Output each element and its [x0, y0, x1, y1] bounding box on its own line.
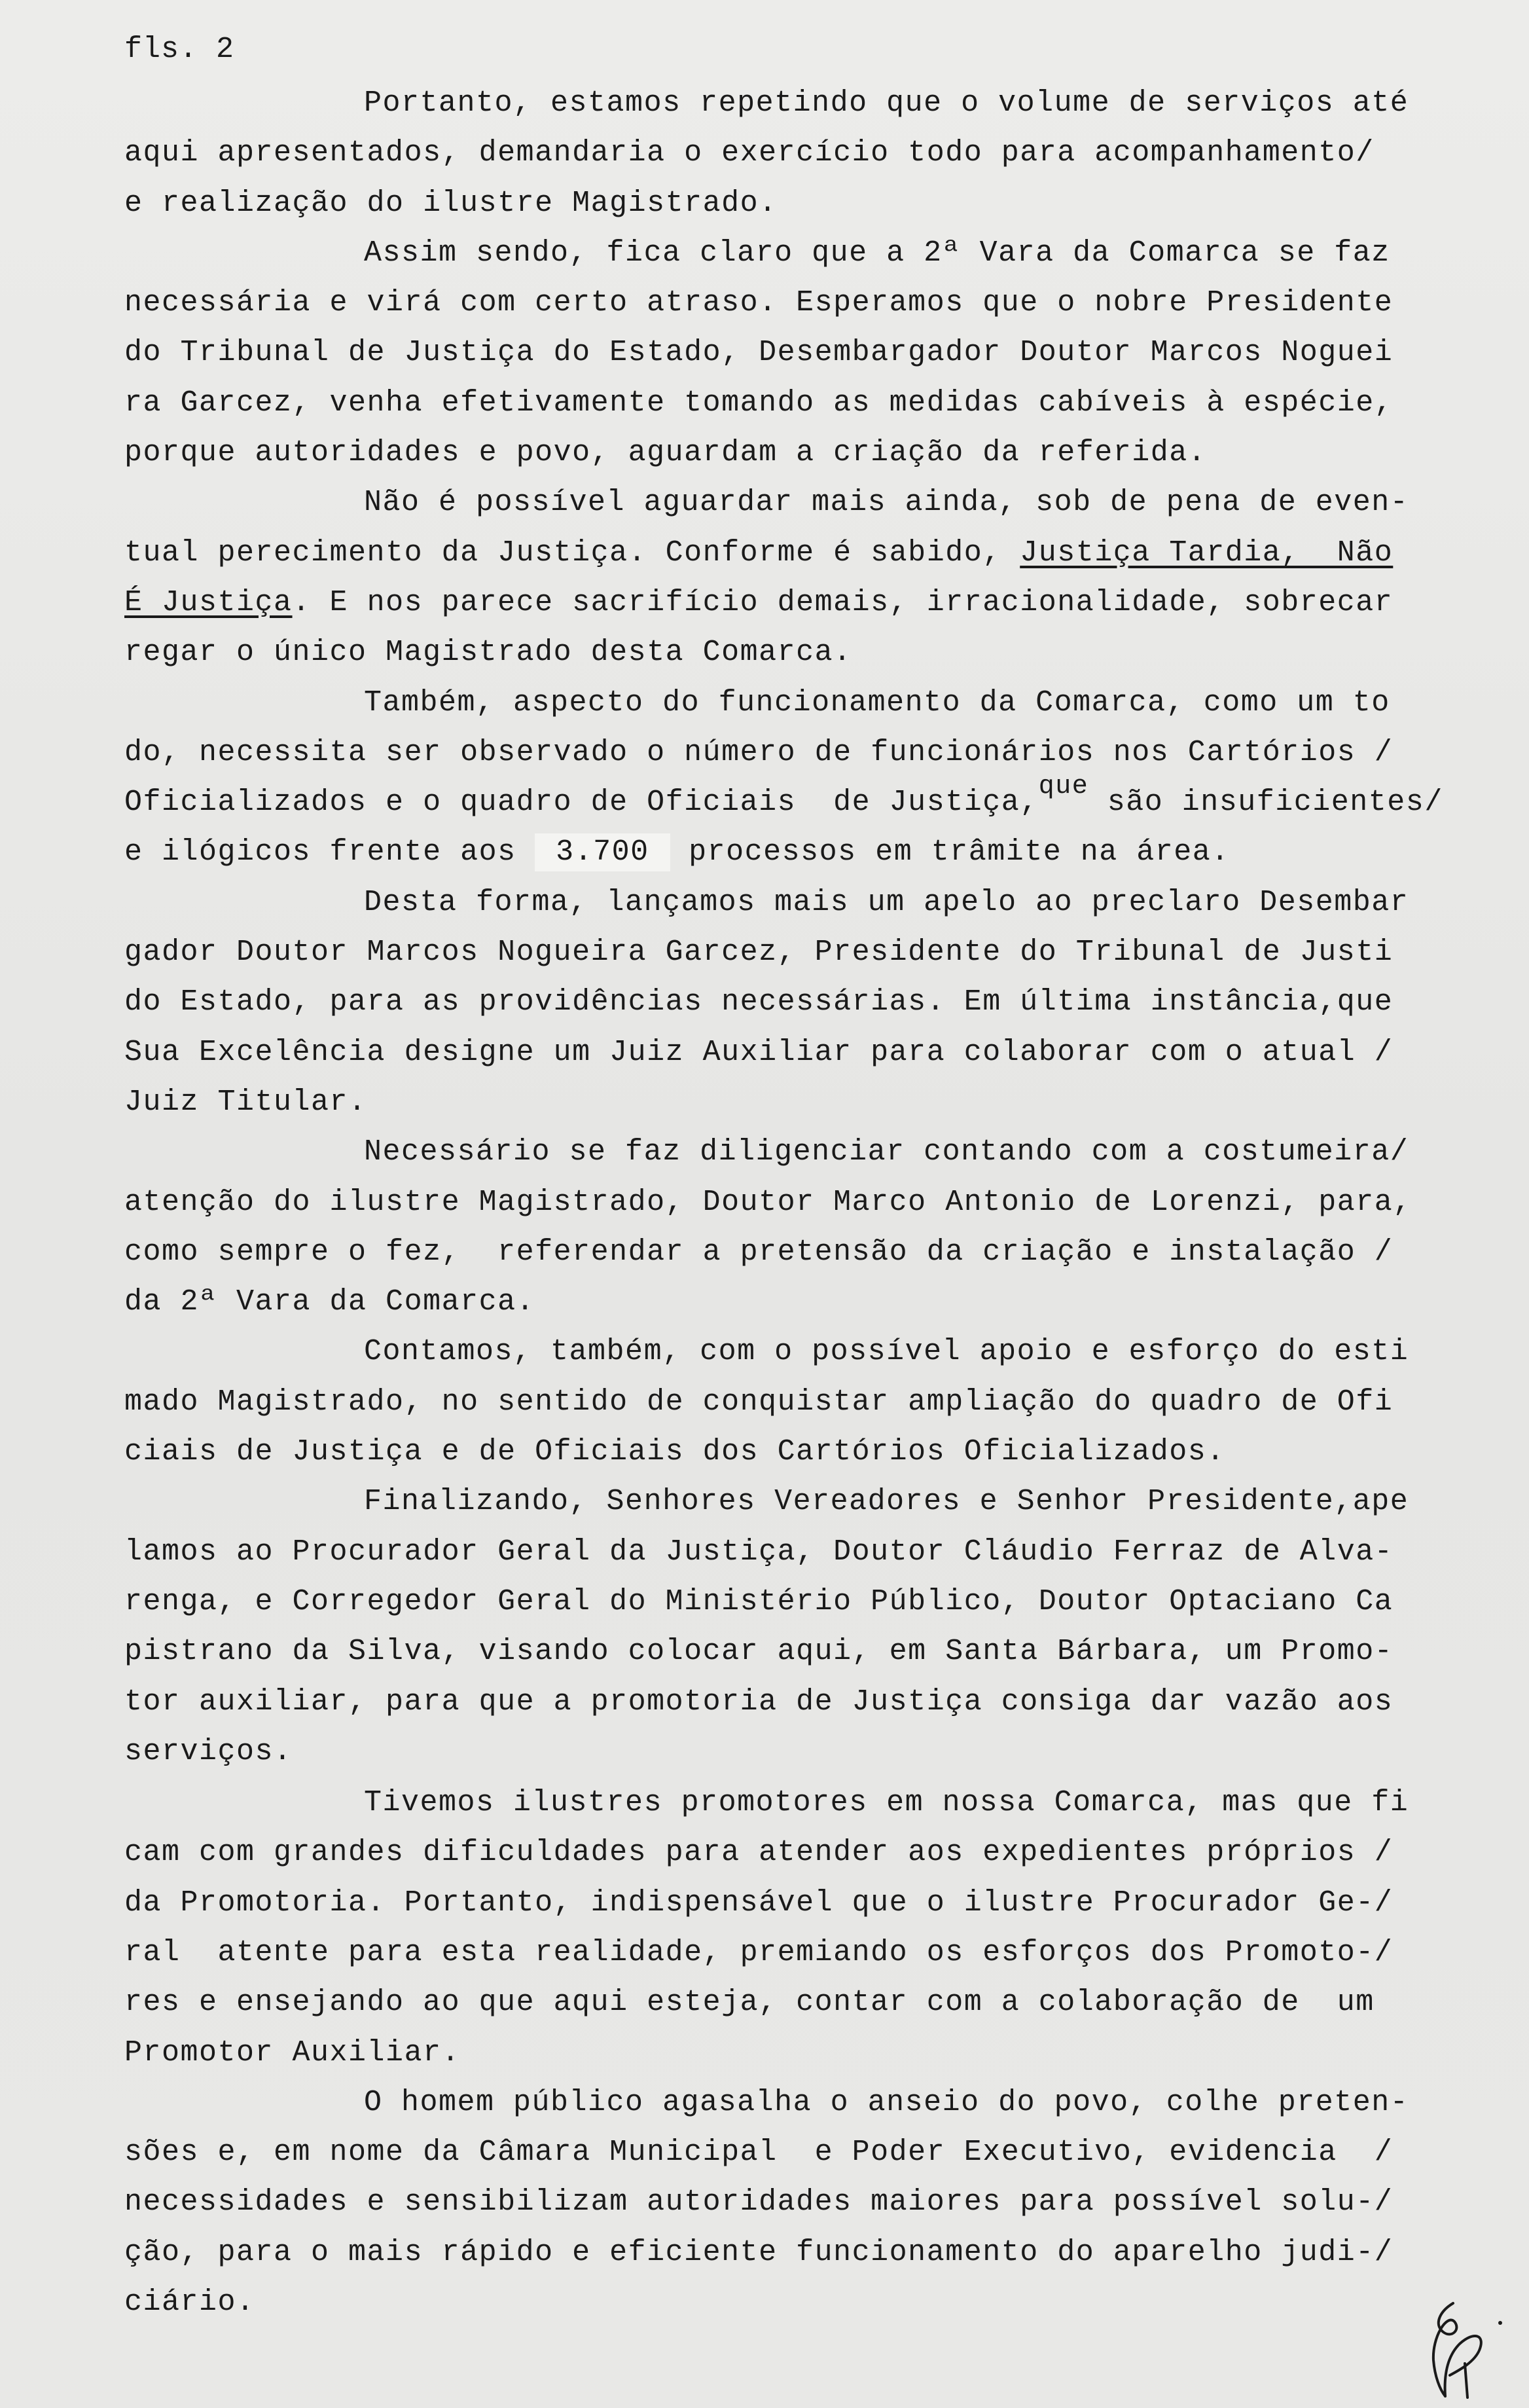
text-line: do, necessita ser observado o número de funcionários nos Cartórios / [124, 735, 1394, 769]
text-line: e realização do ilustre Magistrado. [124, 186, 778, 220]
text-line: Desta forma, lançamos mais um apelo ao preclaro Desembar [364, 885, 1409, 919]
text-line: do Tribunal de Justiça do Estado, Desembargador Doutor Marcos Noguei [124, 336, 1394, 370]
handwritten-initial-signature [1414, 2298, 1505, 2403]
text-line: Portanto, estamos repetindo que o volume de serviços até [364, 86, 1409, 120]
interlinear-insertion: que [1038, 772, 1089, 802]
text-line: Oficializados e o quadro de Oficiais de Justiça,que são insuficientes/ [124, 772, 1443, 820]
text-line: e ilógicos frente aos 3.700 processos em trâmite na área. [124, 828, 1486, 877]
page-folio: fls. 2 [124, 33, 235, 66]
text-line: ra Garcez, venha efetivamente tomando as medidas cabíveis à espécie, [124, 386, 1394, 420]
text-line: da 2ª Vara da Comarca. [124, 1285, 535, 1319]
text-line: Finalizando, Senhores Vereadores e Senhor Presidente,ape [364, 1485, 1409, 1519]
text-line: porque autoridades e povo, aguardam a criação da referida. [124, 436, 1207, 470]
text-line: sões e, em nome da Câmara Municipal e Poder Executivo, evidencia / [124, 2136, 1394, 2170]
text-line: gador Doutor Marcos Nogueira Garcez, Presidente do Tribunal de Justi [124, 936, 1394, 970]
text-line: serviços. [124, 1734, 293, 1768]
text-line: Tivemos ilustres promotores em nossa Comarca, mas que fi [364, 1786, 1409, 1820]
text-line: Juiz Titular. [124, 1085, 367, 1119]
text-line: Sua Excelência designe um Juiz Auxiliar para colaborar com o atual / [124, 1035, 1394, 1069]
text-line: como sempre o fez, referendar a pretensão da criação e instalação / [124, 1235, 1394, 1269]
text-line: Promotor Auxiliar. [124, 2035, 461, 2070]
text-line: do Estado, para as providências necessárias. Em última instância,que [124, 985, 1394, 1019]
text-line: atenção do ilustre Magistrado, Doutor Marco Antonio de Lorenzi, para, [124, 1185, 1412, 1219]
text-line: pistrano da Silva, visando colocar aqui, em Santa Bárbara, um Promo- [124, 1635, 1394, 1669]
text-line: ção, para o mais rápido e eficiente funcionamento do aparelho judi-/ [124, 2235, 1394, 2269]
text-line: Não é possível aguardar mais ainda, sob de pena de even- [364, 486, 1409, 520]
text-line: cam com grandes dificuldades para atender aos expedientes próprios / [124, 1836, 1394, 1870]
text-line: ciário. [124, 2286, 255, 2320]
text-line: Necessário se faz diligenciar contando com a costumeira/ [364, 1135, 1409, 1169]
text-line: regar o único Magistrado desta Comarca. [124, 636, 852, 670]
text-line: mado Magistrado, no sentido de conquistar ampliação do quadro de Ofi [124, 1385, 1394, 1419]
boxed-number: 3.700 [535, 833, 670, 871]
underlined-phrase: Justiça Tardia, Não [1020, 536, 1394, 570]
text-line: Assim sendo, fica claro que a 2ª Vara da Comarca se faz [364, 236, 1390, 270]
letter-body [124, 79, 1486, 2327]
text-line: lamos ao Procurador Geral da Justiça, Doutor Cláudio Ferraz de Alva- [124, 1535, 1394, 1569]
text-line: O homem público agasalha o anseio do povo, colhe preten- [364, 2085, 1409, 2119]
text-line: res e ensejando ao que aqui esteja, contar com a colaboração de um [124, 1986, 1375, 2020]
underlined-phrase: É Justiça [124, 585, 293, 619]
text-line: Também, aspecto do funcionamento da Comarca, como um to [364, 685, 1390, 720]
text-line: necessidades e sensibilizam autoridades maiores para possível solu-/ [124, 2185, 1394, 2219]
text-line: da Promotoria. Portanto, indispensável que o ilustre Procurador Ge-/ [124, 1886, 1394, 1920]
text-line: renga, e Corregedor Geral do Ministério Público, Doutor Optaciano Ca [124, 1584, 1394, 1618]
text-line: tor auxiliar, para que a promotoria de Justiça consiga dar vazão aos [124, 1685, 1394, 1719]
text-line: ral atente para esta realidade, premiando os esforços dos Promoto-/ [124, 1935, 1394, 1969]
text-line: necessária e virá com certo atraso. Esperamos que o nobre Presidente [124, 286, 1394, 320]
text-line: aqui apresentados, demandaria o exercício todo para acompanhamento/ [124, 136, 1375, 170]
text-line: Contamos, também, com o possível apoio e esforço do esti [364, 1335, 1409, 1369]
text-line: tual perecimento da Justiça. Conforme é sabido, Justiça Tardia, Não [124, 536, 1394, 570]
text-line: ciais de Justiça e de Oficiais dos Cartórios Oficializados. [124, 1435, 1225, 1469]
text-line: É Justiça. E nos parece sacrifício demais, irracionalidade, sobrecar [124, 585, 1394, 619]
